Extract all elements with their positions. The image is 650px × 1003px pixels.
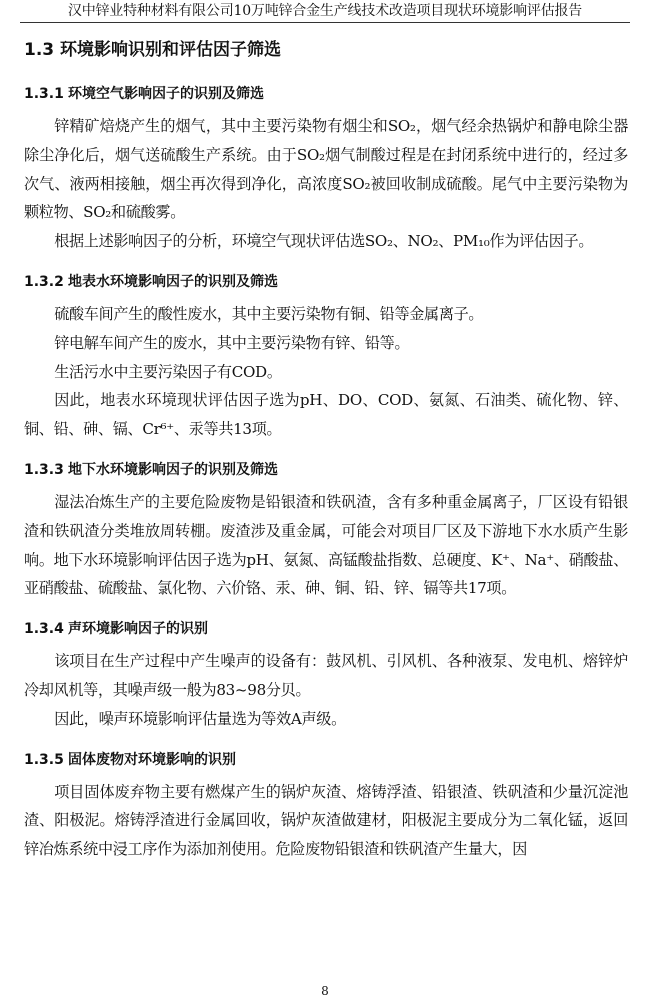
subsection-heading bbox=[24, 458, 628, 482]
subsection bbox=[24, 748, 628, 864]
paragraph: 锌精矿焙烧产生的烟气，其中主要污染物有烟尘和SO₂，烟气经余热锅炉和静电除尘器除尘净化后，烟气送硫酸生产系统。由于SO₂烟气制酸过程是在封闭系统中进行的，经过多次气、液两相接触，烟尘再次得到净化，高浓度SO₂被回收制成硫酸。尾气中主要污染物为颗粒物、SO₂和硫酸雾。 bbox=[24, 117, 628, 222]
paragraph: 因此，噪声环境影响评估量选为等效A声级。 bbox=[54, 709, 346, 728]
subsection-number: 1.3.1 bbox=[24, 86, 64, 102]
paragraph: 硫酸车间产生的酸性废水，其中主要污染物有铜、铅等金属离子。 bbox=[54, 304, 484, 323]
subsection-heading bbox=[24, 748, 628, 772]
section-title: 环境影响识别和评估因子筛选 bbox=[60, 40, 282, 60]
subsection bbox=[24, 82, 628, 256]
document-body bbox=[24, 38, 628, 864]
paragraph: 锌电解车间产生的废水，其中主要污染物有锌、铅等。 bbox=[54, 333, 410, 352]
paragraph: 因此，地表水环境现状评估因子选为pH、DO、COD、氨氮、石油类、硫化物、锌、铜、铅、砷、镉、Cr⁶⁺、汞等共13项。 bbox=[24, 391, 628, 439]
subsection-heading bbox=[24, 82, 628, 106]
subsection-number: 1.3.5 bbox=[24, 751, 64, 768]
subsection-heading bbox=[24, 270, 628, 294]
subsection-title: 环境空气影响因子的识别及筛选 bbox=[68, 86, 264, 102]
subsection bbox=[24, 458, 628, 603]
paragraph: 生活污水中主要污染因子有COD。 bbox=[54, 362, 282, 381]
subsection-number: 1.3.2 bbox=[24, 273, 64, 290]
section-number: 1.3 bbox=[24, 40, 55, 60]
subsection-number: 1.3.3 bbox=[24, 461, 64, 478]
subsection-title: 声环境影响因子的识别 bbox=[68, 621, 208, 638]
subsection-title: 地下水环境影响因子的识别及筛选 bbox=[68, 461, 278, 478]
subsection-heading bbox=[24, 617, 628, 641]
paragraph: 该项目在生产过程中产生噪声的设备有：鼓风机、引风机、各种液泵、发电机、熔锌炉冷却风机等，其噪声级一般为83~98分贝。 bbox=[24, 652, 628, 699]
page-header: 汉中锌业特种材料有限公司10万吨锌合金生产线技术改造项目现状环境影响评估报告 bbox=[20, 0, 630, 23]
paragraph: 项目固体废弃物主要有燃煤产生的锅炉灰渣、熔铸浮渣、铅银渣、铁矾渣和少量沉淀池渣、阳极泥。熔铸浮渣进行金属回收，锅炉灰渣做建材，阳极泥主要成分为二氧化锰，返回锌冶炼系统中浸工序作为添加剂使用。危险废物铅银渣和铁矾渣产生量大，因 bbox=[24, 782, 628, 859]
paragraph: 湿法冶炼生产的主要危险废物是铅银渣和铁矾渣，含有多种重金属离子，厂区设有铅银渣和铁矾渣分类堆放周转棚。废渣涉及重金属，可能会对项目厂区及下游地下水水质产生影响。地下水环境影响评估因子选为pH、氨氮、高锰酸盐指数、总硬度、K⁺、Na⁺、硝酸盐、亚硝酸盐、硫酸盐、氯化物、六价铬、汞、砷、铜、铅、锌、镉等共17项。 bbox=[24, 492, 628, 598]
subsection-number: 1.3.4 bbox=[24, 621, 64, 638]
paragraph: 根据上述影响因子的分析，环境空气现状评估选SO₂、NO₂、PM₁₀作为评估因子。 bbox=[54, 232, 594, 251]
subsection bbox=[24, 617, 628, 733]
page-number: 8 bbox=[321, 984, 329, 998]
subsection bbox=[24, 270, 628, 444]
section-heading bbox=[24, 38, 628, 62]
subsection-title: 地表水环境影响因子的识别及筛选 bbox=[68, 273, 278, 290]
subsection-title: 固体废物对环境影响的识别 bbox=[68, 751, 236, 768]
